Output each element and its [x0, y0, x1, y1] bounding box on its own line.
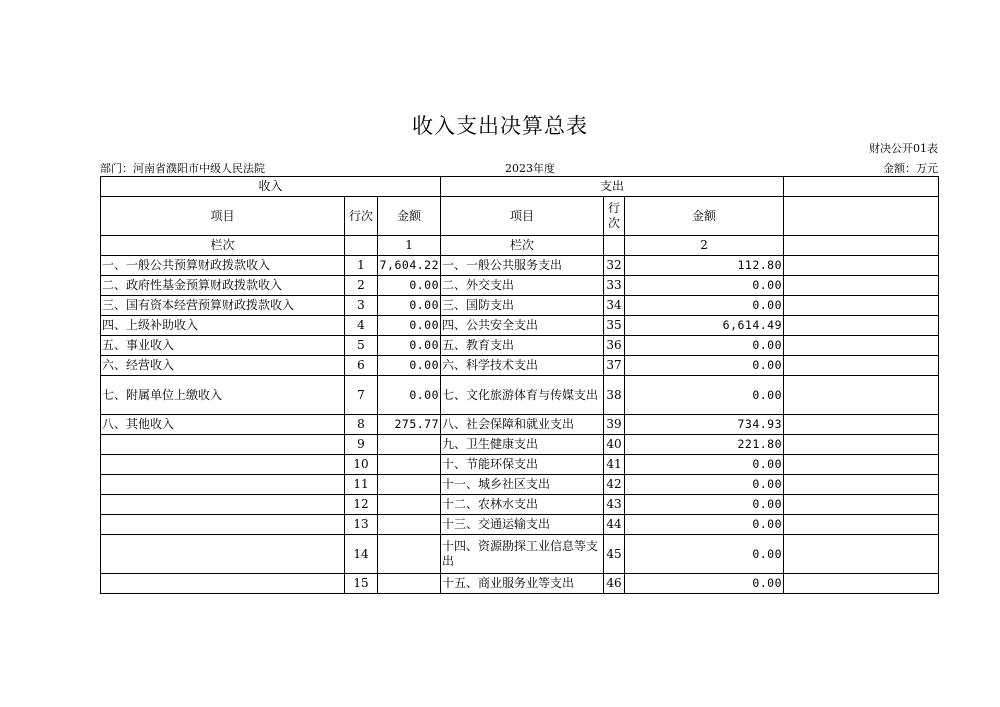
income-item: [101, 495, 345, 515]
income-row-no: 10: [345, 455, 378, 475]
expense-row-no: 41: [604, 455, 625, 475]
expense-item: 十五、商业服务业等支出: [441, 574, 604, 594]
income-row-no: 2: [345, 276, 378, 296]
expense-section-header: 支出: [441, 177, 784, 197]
expense-row-no: 40: [604, 435, 625, 455]
expense-row-no: 43: [604, 495, 625, 515]
expense-amount: 0.00: [625, 276, 784, 296]
income-item: [101, 475, 345, 495]
table-row: [101, 336, 939, 356]
table-row: [101, 276, 939, 296]
expense-row-no: 39: [604, 415, 625, 435]
expense-item: 七、文化旅游体育与传媒支出: [441, 376, 604, 415]
income-item: 七、附属单位上缴收入: [101, 376, 345, 415]
income-item: [101, 535, 345, 574]
income-amount-header: 金额: [378, 197, 441, 236]
income-item: [101, 455, 345, 475]
expense-row-no: 35: [604, 316, 625, 336]
expense-row-no: 45: [604, 535, 625, 574]
expense-amount: 0.00: [625, 376, 784, 415]
expense-amount-header: 金额: [625, 197, 784, 236]
column-header-row: [101, 197, 939, 236]
table-row: [101, 455, 939, 475]
blank-cell: [604, 236, 625, 256]
income-amount: 0.00: [378, 376, 441, 415]
expense-item: 九、卫生健康支出: [441, 435, 604, 455]
table-row: [101, 356, 939, 376]
expense-item: 十三、交通运输支出: [441, 515, 604, 535]
table-row: [101, 435, 939, 455]
income-amount: [378, 495, 441, 515]
expense-amount: 0.00: [625, 356, 784, 376]
income-amount: 0.00: [378, 316, 441, 336]
income-item: [101, 435, 345, 455]
expense-item-header: 项目: [441, 197, 604, 236]
expense-amount: 112.80: [625, 256, 784, 276]
income-amount: [378, 475, 441, 495]
form-number: 财决公开01表: [869, 142, 938, 155]
expense-item: 五、教育支出: [441, 336, 604, 356]
expense-row-no: 33: [604, 276, 625, 296]
table-row: [101, 415, 939, 435]
income-item: 四、上级补助收入: [101, 316, 345, 336]
expense-amount: 0.00: [625, 475, 784, 495]
expense-item: 十四、资源勘探工业信息等支出: [441, 535, 604, 574]
expense-item: 十、节能环保支出: [441, 455, 604, 475]
expense-amount: 0.00: [625, 515, 784, 535]
expense-item: 三、国防支出: [441, 296, 604, 316]
income-amount: 0.00: [378, 336, 441, 356]
expense-row-no: 36: [604, 336, 625, 356]
department-label: 部门：河南省濮阳市中级人民法院: [100, 162, 265, 175]
blank-cell: [784, 316, 939, 336]
income-amount: [378, 515, 441, 535]
income-expense-table: [100, 176, 939, 594]
income-row-no: 9: [345, 435, 378, 455]
income-item: [101, 515, 345, 535]
amount-unit: 金额：万元: [883, 162, 938, 175]
income-row-no: 4: [345, 316, 378, 336]
expense-row-no: 42: [604, 475, 625, 495]
income-amount: [378, 574, 441, 594]
table-row: [101, 515, 939, 535]
expense-item: 十二、农林水支出: [441, 495, 604, 515]
income-item: [101, 574, 345, 594]
blank-cell: [784, 435, 939, 455]
table-row: [101, 376, 939, 415]
income-section-header: 收入: [101, 177, 441, 197]
table-row: [101, 574, 939, 594]
blank-cell: [784, 236, 939, 256]
blank-cell: [784, 415, 939, 435]
blank-cell: [784, 495, 939, 515]
blank-cell: [784, 515, 939, 535]
income-item: 一、一般公共预算财政拨款收入: [101, 256, 345, 276]
expense-row-no: 32: [604, 256, 625, 276]
income-row-no: 7: [345, 376, 378, 415]
expense-col-number: 2: [625, 236, 784, 256]
expense-item: 四、公共安全支出: [441, 316, 604, 336]
income-row-no: 13: [345, 515, 378, 535]
table-row: [101, 296, 939, 316]
income-amount: [378, 535, 441, 574]
report-title: 收入支出决算总表: [412, 114, 588, 138]
table-row: [101, 316, 939, 336]
expense-item: 一、一般公共服务支出: [441, 256, 604, 276]
blank-cell: [784, 455, 939, 475]
income-amount: 0.00: [378, 356, 441, 376]
expense-row-no: 46: [604, 574, 625, 594]
blank-cell: [784, 376, 939, 415]
expense-row-no: 37: [604, 356, 625, 376]
income-row-no: 6: [345, 356, 378, 376]
income-amount: [378, 455, 441, 475]
expense-row-no: 38: [604, 376, 625, 415]
expense-row-no: 44: [604, 515, 625, 535]
income-row-no: 14: [345, 535, 378, 574]
expense-amount: 0.00: [625, 574, 784, 594]
expense-amount: 0.00: [625, 535, 784, 574]
income-item: 三、国有资本经营预算财政拨款收入: [101, 296, 345, 316]
expense-row-no: 34: [604, 296, 625, 316]
blank-cell: [784, 256, 939, 276]
blank-cell: [784, 197, 939, 236]
income-amount: 0.00: [378, 296, 441, 316]
income-lanci-label: 栏次: [101, 236, 345, 256]
blank-cell: [784, 574, 939, 594]
income-row-no-header: 行次: [345, 197, 378, 236]
blank-cell: [784, 336, 939, 356]
income-amount: 275.77: [378, 415, 441, 435]
income-row-no: 12: [345, 495, 378, 515]
expense-amount: 6,614.49: [625, 316, 784, 336]
expense-lanci-label: 栏次: [441, 236, 604, 256]
expense-amount: 221.80: [625, 435, 784, 455]
blank-cell: [784, 296, 939, 316]
income-amount: 7,604.22: [378, 256, 441, 276]
blank-cell: [784, 535, 939, 574]
expense-row-no-header: 行 次: [604, 197, 625, 236]
blank-cell: [784, 177, 939, 197]
income-item: 八、其他收入: [101, 415, 345, 435]
income-row-no: 15: [345, 574, 378, 594]
table-row: [101, 495, 939, 515]
table-row: [101, 475, 939, 495]
expense-amount: 0.00: [625, 336, 784, 356]
income-col-number: 1: [378, 236, 441, 256]
income-item: 二、政府性基金预算财政拨款收入: [101, 276, 345, 296]
blank-cell: [784, 276, 939, 296]
expense-amount: 0.00: [625, 455, 784, 475]
fiscal-year: 2023年度: [505, 162, 555, 175]
income-item: 五、事业收入: [101, 336, 345, 356]
expense-item: 十一、城乡社区支出: [441, 475, 604, 495]
section-header-row: [101, 177, 939, 197]
income-amount: [378, 435, 441, 455]
expense-item: 八、社会保障和就业支出: [441, 415, 604, 435]
income-row-no: 3: [345, 296, 378, 316]
blank-cell: [784, 356, 939, 376]
income-row-no: 1: [345, 256, 378, 276]
expense-amount: 0.00: [625, 495, 784, 515]
blank-cell: [784, 475, 939, 495]
expense-amount: 0.00: [625, 296, 784, 316]
expense-item: 二、外交支出: [441, 276, 604, 296]
expense-item: 六、科学技术支出: [441, 356, 604, 376]
lanci-row: [101, 236, 939, 256]
table-row: [101, 535, 939, 574]
income-row-no: 5: [345, 336, 378, 356]
income-item: 六、经营收入: [101, 356, 345, 376]
income-row-no: 11: [345, 475, 378, 495]
blank-cell: [345, 236, 378, 256]
expense-amount: 734.93: [625, 415, 784, 435]
income-item-header: 项目: [101, 197, 345, 236]
table-row: [101, 256, 939, 276]
income-row-no: 8: [345, 415, 378, 435]
income-amount: 0.00: [378, 276, 441, 296]
